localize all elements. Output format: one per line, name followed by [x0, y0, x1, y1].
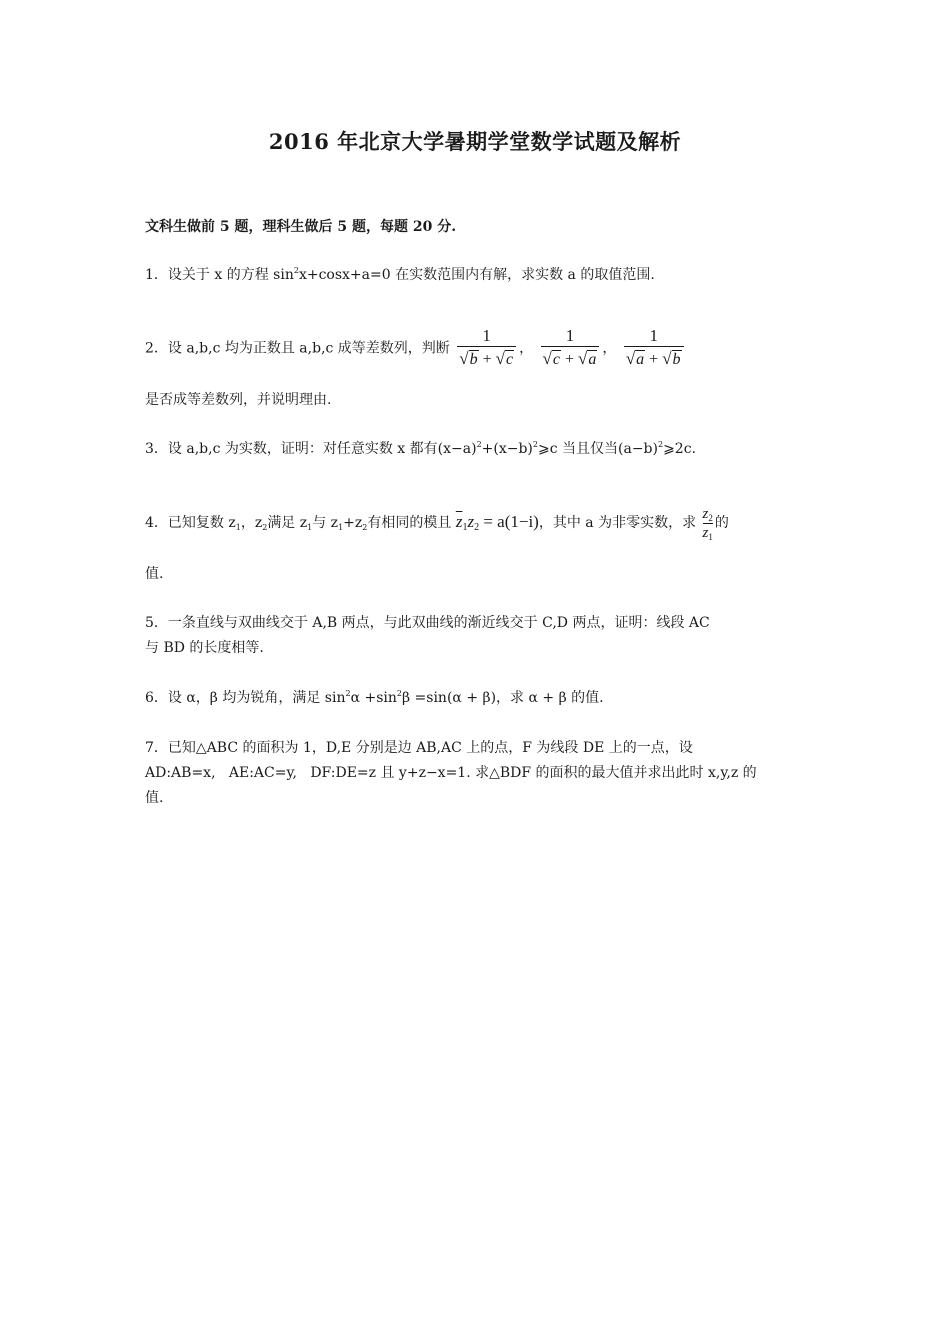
equation-z: $\overline{z}_1z_2 = a(1-i)$ — [455, 512, 539, 533]
fraction-2: $\frac{1}{√c + √a}$ — [541, 326, 600, 371]
question-2-tail: 是否成等差数列，并说明理由. — [145, 392, 332, 408]
question-7-line-2: AD:AB=x, AE:AC=y, DF:DE=z 且 y+z−x=1. 求△BDF 的面积的最大值并求出此时 x,y,z 的 — [145, 765, 757, 781]
question-5-line-1: 5．一条直线与双曲线交于 A,B 两点，与此双曲线的渐近线交于 C,D 两点，证明：线段 AC — [145, 615, 710, 631]
question-3: 3．设 a,b,c 为实数，证明：对任意实数 x 都有$(x-a)^2+(x-b)^2⩾c$ 当且仅当$(a-b)^2⩾2c$. — [145, 440, 697, 457]
question-1: 1．设关于 x 的方程 $\sin^2x+\cos x+a=0$ 在实数范围内有解，求实数 a 的取值范围. — [145, 266, 655, 283]
page-title: 2016 年北京大学暑期学堂数学试题及解析 — [268, 129, 682, 154]
question-4-tail: 值. — [145, 566, 164, 582]
fraction-1: $\frac{1}{√b + √c}$ — [457, 326, 516, 371]
question-7-line-3: 值. — [145, 790, 164, 806]
fraction-z2-z1: $\frac{z_2}{z_1}$ — [702, 505, 713, 542]
question-2: 2．设 a,b,c 均为正数且 a,b,c 成等差数列，判断 $\frac{1}{√b + √c}$ ， $\frac{1}{√c + √a}$ ， $\frac{1}{√a + √b}$ — [145, 326, 825, 371]
question-5-line-2: 与 BD 的长度相等. — [145, 640, 264, 656]
question-6: 6．设 α，β 均为锐角，满足 $\sin^2\alpha +\sin^2\beta =\sin(\alpha + \beta)$，求 α + β 的值. — [145, 689, 604, 706]
instruction-text: 文科生做前 5 题，理科生做后 5 题，每题 20 分. — [145, 219, 457, 235]
question-7-line-1: 7．已知△ABC 的面积为 1，D,E 分别是边 AB,AC 上的点，F 为线段 DE 上的一点，设 — [145, 740, 693, 756]
fraction-3: $\frac{1}{√a + √b}$ — [624, 326, 684, 371]
question-4: 4．已知复数 $z_1$，$z_2$满足 $z_1$与 $z_1+z_2$有相同的模且 $\overline{z}_1z_2 = a(1-i)$，其中 a 为非零实数，求 $\frac{z_2}{z_1}$ 的 — [145, 505, 729, 542]
